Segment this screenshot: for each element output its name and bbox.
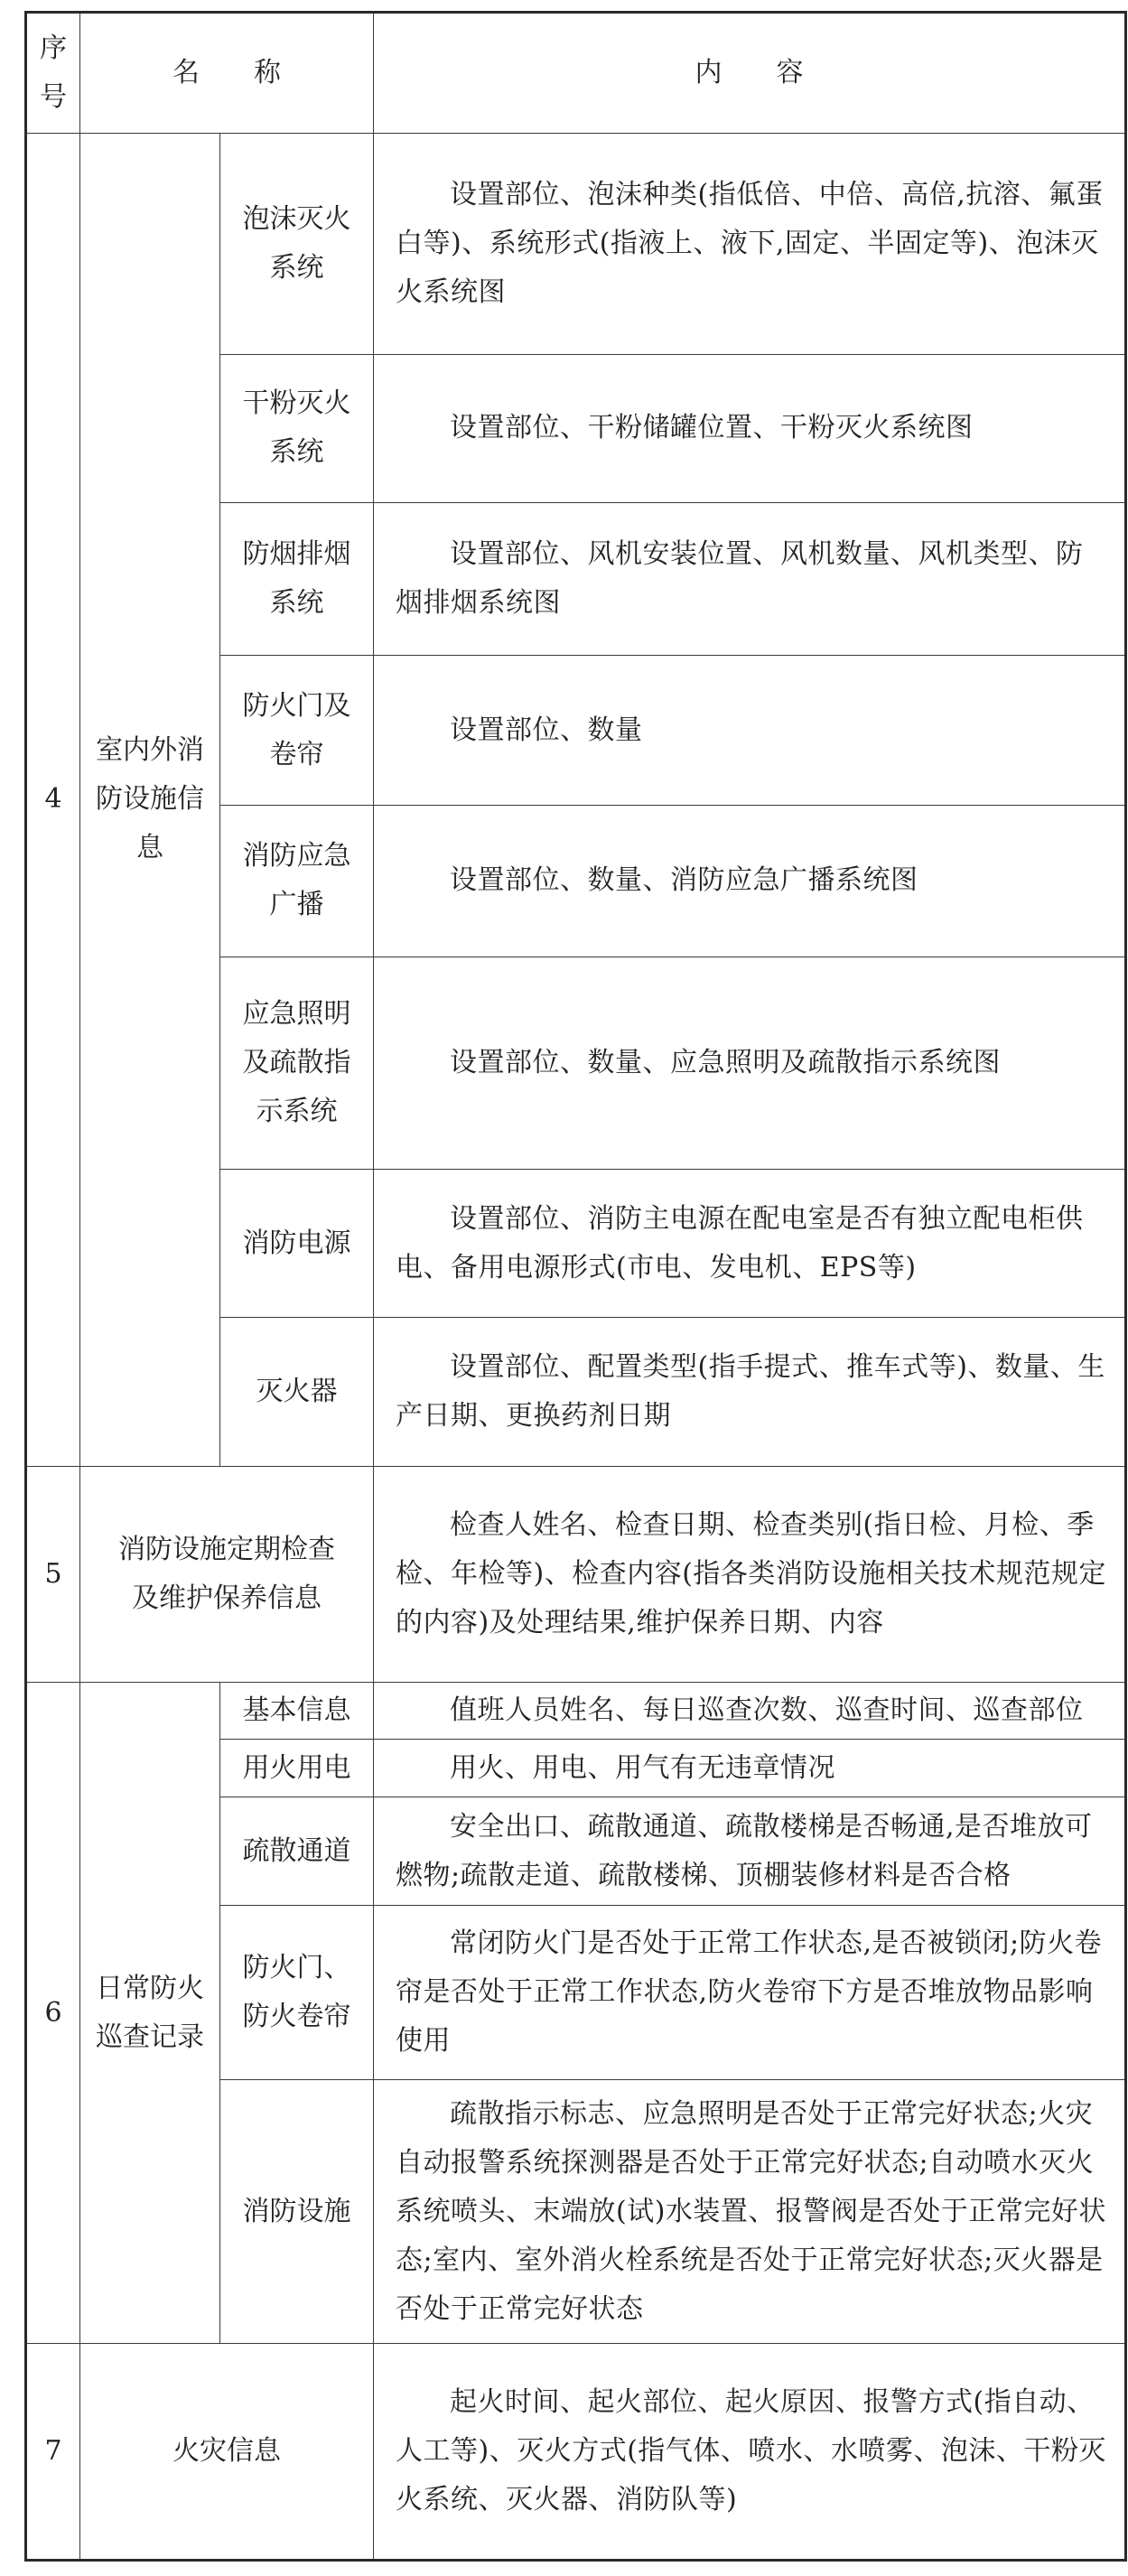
group-name: 日常防火巡查记录 <box>80 1683 220 2344</box>
item-name: 基本信息 <box>220 1683 374 1740</box>
item-content: 值班人员姓名、每日巡查次数、巡查时间、巡查部位 <box>374 1683 1126 1740</box>
item-name: 防烟排烟系统 <box>220 502 374 656</box>
header-name: 名 称 <box>80 13 374 134</box>
item-content: 疏散指示标志、应急照明是否处于正常完好状态;火灾自动报警系统探测器是否处于正常完好状态;自动喷水灭火系统喷头、末端放(试)水装置、报警阀是否处于正常完好状态;室内、室外消火栓系统是否处于正常完好状态;灭火器是否处于正常完好状态 <box>374 2080 1126 2344</box>
group-name: 火灾信息 <box>80 2344 374 2561</box>
item-content: 安全出口、疏散通道、疏散楼梯是否畅通,是否堆放可燃物;疏散走道、疏散楼梯、顶棚装修材料是否合格 <box>374 1797 1126 1906</box>
item-name: 消防设施 <box>220 2080 374 2344</box>
item-name: 灭火器 <box>220 1318 374 1467</box>
item-content: 设置部位、数量 <box>374 656 1126 806</box>
item-content: 设置部位、风机安装位置、风机数量、风机类型、防烟排烟系统图 <box>374 502 1126 656</box>
header-content: 内 容 <box>374 13 1126 134</box>
item-content: 起火时间、起火部位、起火原因、报警方式(指自动、人工等)、灭火方式(指气体、喷水、水喷雾、泡沫、干粉灭火系统、灭火器、消防队等) <box>374 2344 1126 2561</box>
table-row <box>26 1683 1126 1740</box>
item-name: 防火门、防火卷帘 <box>220 1906 374 2080</box>
item-name: 疏散通道 <box>220 1797 374 1906</box>
item-name: 防火门及卷帘 <box>220 656 374 806</box>
item-content: 设置部位、数量、应急照明及疏散指示系统图 <box>374 957 1126 1170</box>
item-content: 设置部位、消防主电源在配电室是否有独立配电柜供电、备用电源形式(市电、发电机、EPS等) <box>374 1170 1126 1318</box>
item-content: 常闭防火门是否处于正常工作状态,是否被锁闭;防火卷帘是否处于正常工作状态,防火卷帘下方是否堆放物品影响使用 <box>374 1906 1126 2080</box>
row-no: 7 <box>26 2344 80 2561</box>
group-name: 消防设施定期检查及维护保养信息 <box>80 1466 374 1683</box>
item-name: 泡沫灭火系统 <box>220 134 374 355</box>
item-content: 设置部位、数量、消防应急广播系统图 <box>374 805 1126 957</box>
header-row <box>26 13 1126 134</box>
table-row <box>26 2344 1126 2561</box>
item-name: 消防电源 <box>220 1170 374 1318</box>
item-content: 设置部位、配置类型(指手提式、推车式等)、数量、生产日期、更换药剂日期 <box>374 1318 1126 1467</box>
item-name: 用火用电 <box>220 1740 374 1797</box>
item-content: 设置部位、干粉储罐位置、干粉灭火系统图 <box>374 355 1126 503</box>
item-content: 检查人姓名、检查日期、检查类别(指日检、月检、季检、年检等)、检查内容(指各类消防设施相关技术规范规定的内容)及处理结果,维护保养日期、内容 <box>374 1466 1126 1683</box>
table-row <box>26 134 1126 355</box>
table-row <box>26 1466 1126 1683</box>
group-name: 室内外消防设施信息 <box>80 134 220 1467</box>
item-name: 应急照明及疏散指示系统 <box>220 957 374 1170</box>
row-no: 6 <box>26 1683 80 2344</box>
fire-info-table <box>24 11 1127 2562</box>
item-name: 干粉灭火系统 <box>220 355 374 503</box>
row-no: 5 <box>26 1466 80 1683</box>
item-content: 设置部位、泡沫种类(指低倍、中倍、高倍,抗溶、氟蛋白等)、系统形式(指液上、液下,固定、半固定等)、泡沫灭火系统图 <box>374 134 1126 355</box>
item-name: 消防应急广播 <box>220 805 374 957</box>
item-content: 用火、用电、用气有无违章情况 <box>374 1740 1126 1797</box>
header-no: 序号 <box>26 13 80 134</box>
row-no: 4 <box>26 134 80 1467</box>
